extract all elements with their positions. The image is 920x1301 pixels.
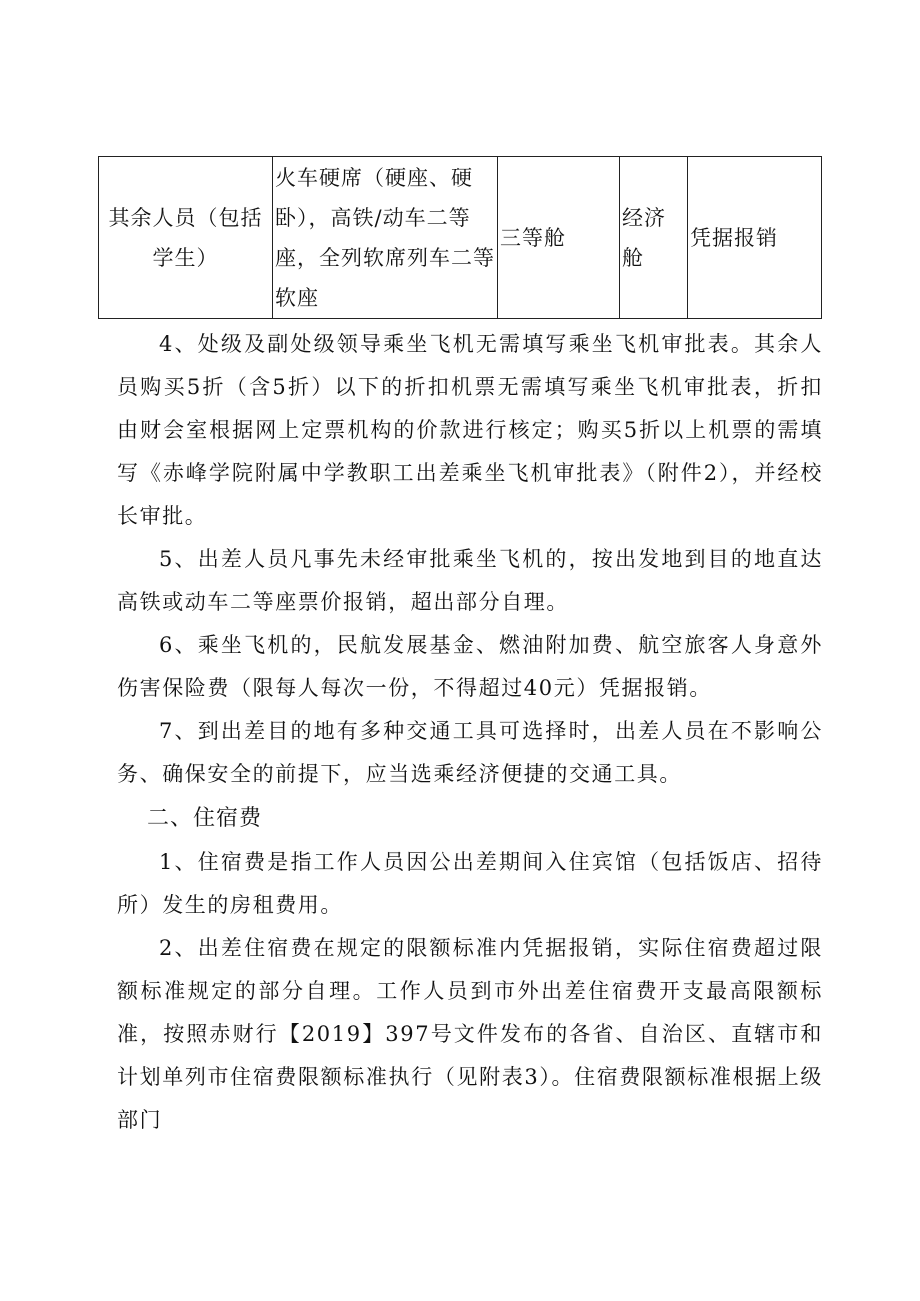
table-row bbox=[99, 157, 822, 319]
transport-standard-table bbox=[98, 156, 822, 319]
paragraph-6: 6、乘坐飞机的，民航发展基金、燃油附加费、航空旅客人身意外伤害保险费（限每人每次一份，不得超过40元）凭据报销。 bbox=[117, 633, 823, 700]
paragraph-5: 5、出差人员凡事先未经审批乘坐飞机的，按出发地到目的地直达高铁或动车二等座票价报销，超出部分自理。 bbox=[117, 547, 823, 614]
cell-ship-class: 三等舱 bbox=[498, 157, 620, 319]
cell-train-class: 火车硬席（硬座、硬卧），高铁/动车二等座，全列软席列车二等软座 bbox=[273, 157, 498, 319]
paragraph-accommodation-2: 2、出差住宿费在规定的限额标准内凭据报销，实际住宿费超过限额标准规定的部分自理。工作人员到市外出差住宿费开支最高限额标准，按照赤财行【2019】397号文件发布的各省、自治区、直辖市和计划单列市住宿费限额标准执行（见附表3）。住宿费限额标准根据上级部门 bbox=[117, 936, 823, 1132]
section-heading-accommodation: 二、住宿费 bbox=[147, 806, 263, 831]
document-body bbox=[117, 323, 823, 1142]
paragraph-4: 4、处级及副处级领导乘坐飞机无需填写乘坐飞机审批表。其余人员购买5折（含5折）以下的折扣机票无需填写乘坐飞机审批表，折扣由财会室根据网上定票机构的价款进行核定；购买5折以上机票的需填写《赤峰学院附属中学教职工出差乘坐飞机审批表》（附件2），并经校长审批。 bbox=[117, 332, 823, 528]
cell-plane-class: 经济舱 bbox=[620, 157, 688, 319]
cell-staff-category: 其余人员（包括学生） bbox=[99, 157, 273, 319]
cell-reimbursement: 凭据报销 bbox=[688, 157, 822, 319]
paragraph-accommodation-1: 1、住宿费是指工作人员因公出差期间入住宾馆（包括饭店、招待所）发生的房租费用。 bbox=[117, 850, 823, 917]
paragraph-7: 7、到出差目的地有多种交通工具可选择时，出差人员在不影响公务、确保安全的前提下，应当选乘经济便捷的交通工具。 bbox=[117, 719, 823, 786]
